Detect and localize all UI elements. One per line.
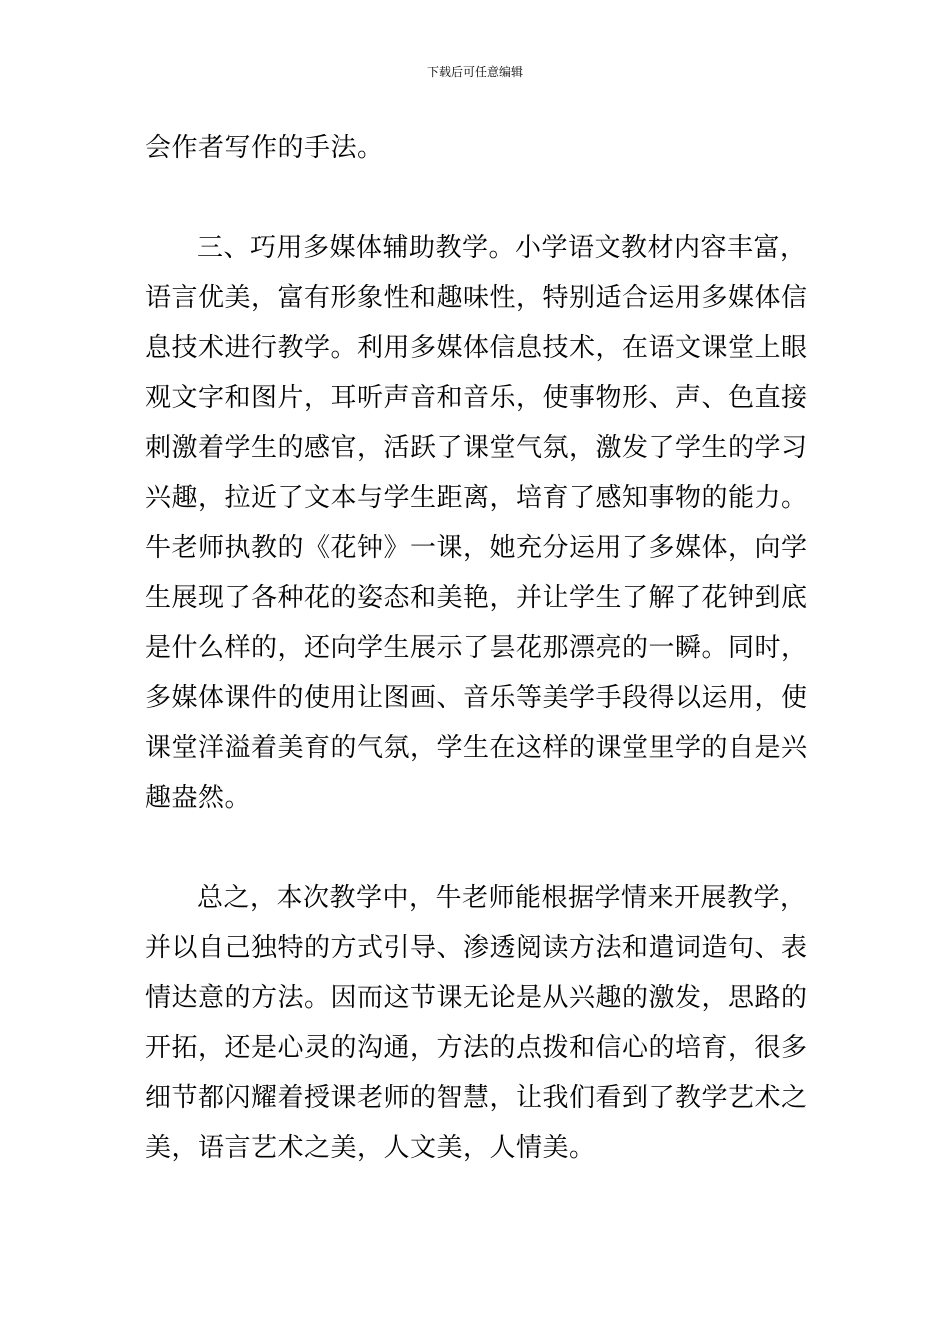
text-line: 观文字和图片，耳听声音和音乐，使事物形、声、色直接 (145, 383, 808, 413)
text-line: 情达意的方法。因而这节课无论是从兴趣的激发，思路的 (145, 983, 808, 1013)
text-line: 开拓，还是心灵的沟通，方法的点拨和信心的培育，很多 (145, 1033, 808, 1063)
text-line: 息技术进行教学。利用多媒体信息技术，在语文课堂上眼 (145, 333, 808, 363)
paragraph-2 (145, 223, 810, 823)
page-header: 下载后可任意编辑 (426, 65, 523, 79)
paragraph-3 (145, 873, 810, 1173)
text-line: 会作者写作的手法。 (145, 133, 384, 163)
text-line: 牛老师执教的《花钟》一课，她充分运用了多媒体，向学 (145, 533, 808, 563)
text-line: 趣盎然。 (145, 783, 252, 813)
text-line: 刺激着学生的感官，活跃了课堂气氛，激发了学生的学习 (145, 433, 808, 463)
text-line: 生展现了各种花的姿态和美艳，并让学生了解了花钟到底 (145, 583, 808, 613)
paragraph-gap (145, 823, 810, 873)
paragraph-1 (145, 123, 810, 173)
paragraph-gap (145, 173, 810, 223)
text-line: 三、巧用多媒体辅助教学。小学语文教材内容丰富， (197, 233, 807, 263)
text-line: 课堂洋溢着美育的气氛，学生在这样的课堂里学的自是兴 (145, 733, 808, 763)
text-line: 并以自己独特的方式引导、渗透阅读方法和遣词造句、表 (145, 933, 808, 963)
text-line: 总之，本次教学中，牛老师能根据学情来开展教学， (197, 883, 807, 913)
text-line: 兴趣，拉近了文本与学生距离，培育了感知事物的能力。 (145, 483, 808, 513)
text-line: 多媒体课件的使用让图画、音乐等美学手段得以运用，使 (145, 683, 808, 713)
text-line: 美，语言艺术之美，人文美，人情美。 (145, 1133, 596, 1163)
document-body (145, 123, 810, 1173)
text-line: 是什么样的，还向学生展示了昙花那漂亮的一瞬。同时， (145, 633, 808, 663)
text-line: 语言优美，富有形象性和趣味性，特别适合运用多媒体信 (145, 283, 808, 313)
text-line: 细节都闪耀着授课老师的智慧，让我们看到了教学艺术之 (145, 1083, 808, 1113)
